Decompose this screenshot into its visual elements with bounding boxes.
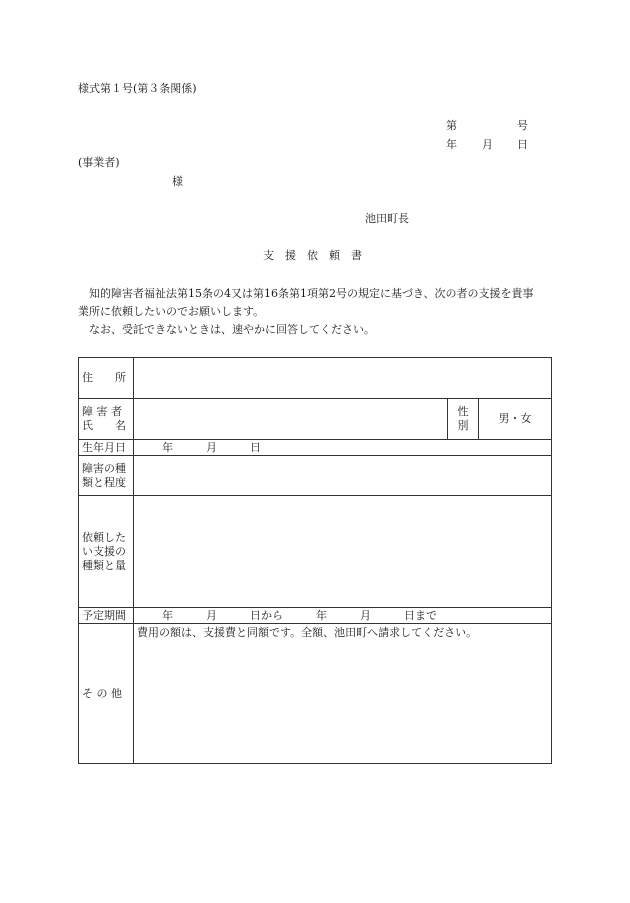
- document-title: 支 援 依 頼 書: [263, 249, 362, 262]
- document-number-suffix: 号: [517, 119, 528, 132]
- address-field[interactable]: [134, 358, 552, 399]
- gender-label: [447, 399, 478, 440]
- sender-title: 池田町長: [365, 212, 409, 225]
- form-number: 様式第１号(第３条関係): [78, 82, 197, 95]
- disability-field[interactable]: [134, 456, 552, 496]
- addressee-honorific: 様: [172, 175, 183, 188]
- support-label-line-3: 種類と量: [82, 558, 126, 572]
- dob-label: 生年月日: [79, 440, 134, 456]
- name-field[interactable]: [134, 399, 448, 440]
- table-row-disability: [79, 456, 552, 496]
- gender-label-line-1: 性: [457, 405, 469, 418]
- support-label-line-1: 依頼した: [82, 530, 126, 544]
- name-label: [79, 399, 134, 440]
- period-label: 予定期間: [79, 608, 134, 624]
- gender-label-line-2: 別: [457, 419, 469, 432]
- table-row-period: [79, 608, 552, 624]
- request-form-table: [78, 357, 552, 764]
- other-field[interactable]: 費用の額は、支援費と同額です。全額、池田町へ請求してください。: [134, 624, 552, 764]
- date-month: 月: [482, 138, 493, 151]
- support-label: [79, 496, 134, 608]
- table-row-other: [79, 624, 552, 764]
- disability-label-line-1: 障害の種: [82, 461, 126, 475]
- table-row-dob: [79, 440, 552, 456]
- other-label: そ の 他: [79, 624, 134, 764]
- addressee-label: (事業者): [78, 156, 120, 169]
- name-label-line-1: 障 害 者: [82, 405, 122, 418]
- date-day: 日: [517, 138, 528, 151]
- name-label-line-2: 氏 名: [82, 419, 126, 432]
- body-line-1: 知的障害者福祉法第15条の4又は第16条第1項第2号の規定に基づき、次の者の支援を貴事: [78, 287, 534, 300]
- disability-label: [79, 456, 134, 496]
- date-year: 年: [446, 138, 457, 151]
- document-number-prefix: 第: [446, 119, 457, 132]
- period-field[interactable]: 年 月 日から 年 月 日まで: [134, 608, 552, 624]
- table-row-name: [79, 399, 552, 440]
- support-field[interactable]: [134, 496, 552, 608]
- support-label-line-2: い支援の: [82, 544, 126, 558]
- table-row-address: [79, 358, 552, 399]
- disability-label-line-2: 類と程度: [82, 475, 126, 489]
- address-label: 住 所: [79, 358, 134, 399]
- body-line-3: なお、受託できないときは、速やかに回答してください。: [78, 323, 375, 336]
- table-row-support: [79, 496, 552, 608]
- body-line-2: 業所に依頼したいのでお願いします。: [78, 305, 265, 318]
- gender-choice[interactable]: 男・女: [478, 399, 551, 440]
- dob-field[interactable]: 年 月 日: [134, 440, 552, 456]
